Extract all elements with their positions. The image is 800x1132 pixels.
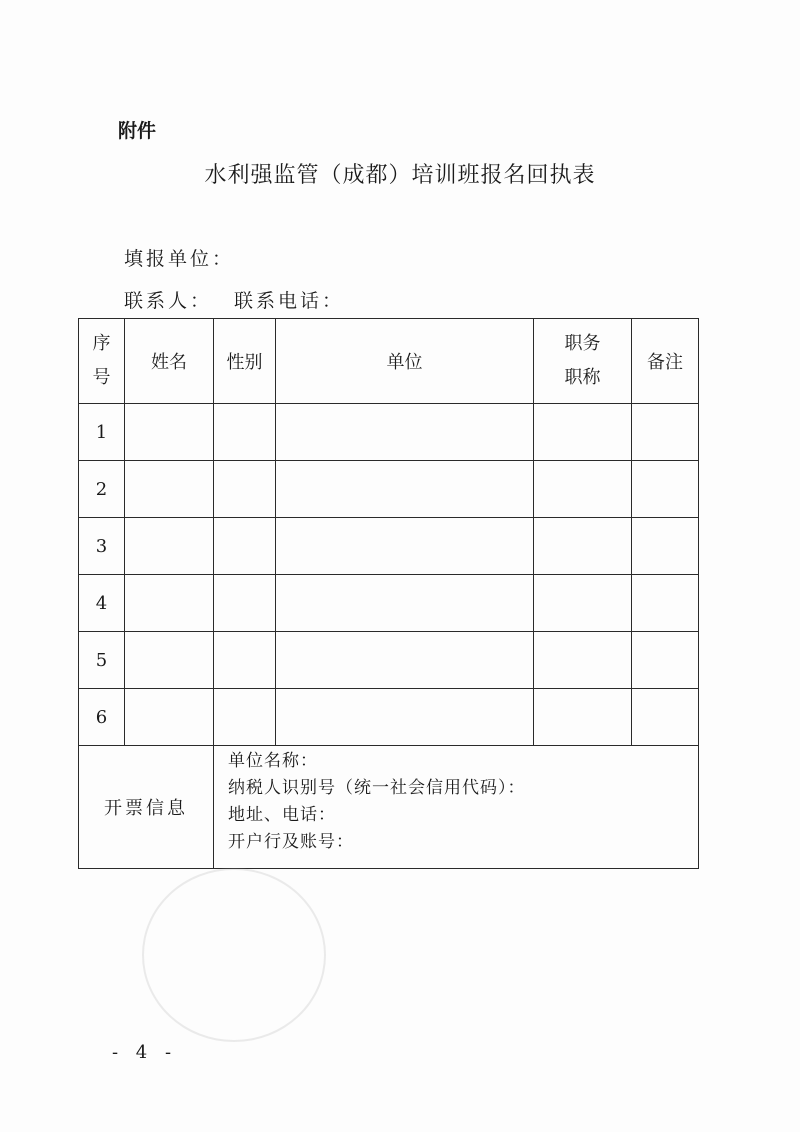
unit-cell[interactable] [276, 575, 534, 632]
table-row [79, 689, 699, 746]
remarks-cell[interactable] [632, 632, 699, 689]
gender-cell[interactable] [214, 404, 276, 461]
remarks-cell[interactable] [632, 518, 699, 575]
gender-cell[interactable] [214, 632, 276, 689]
invoice-fields[interactable] [214, 746, 699, 869]
name-cell[interactable] [125, 518, 214, 575]
table-row [79, 404, 699, 461]
remarks-cell[interactable] [632, 689, 699, 746]
row-number: 6 [79, 689, 125, 746]
row-number: 3 [79, 518, 125, 575]
fill-unit-label: 填报单位： [124, 248, 235, 270]
position-cell[interactable] [534, 632, 632, 689]
name-cell[interactable] [125, 632, 214, 689]
name-cell[interactable] [125, 461, 214, 518]
name-cell[interactable] [125, 575, 214, 632]
table-row [79, 632, 699, 689]
name-cell[interactable] [125, 404, 214, 461]
attachment-label: 附件 [118, 120, 157, 142]
remarks-cell[interactable] [632, 404, 699, 461]
contact-phone-label: 联系电话： [234, 290, 345, 312]
page-title: 水利强监管（成都）培训班报名回执表 [204, 163, 596, 188]
row-number: 4 [79, 575, 125, 632]
table-row [79, 575, 699, 632]
invoice-tax-id-label: 纳税人识别号（统一社会信用代码）： [228, 778, 526, 798]
header-seq: 序 号 [79, 319, 125, 404]
header-name: 姓名 [125, 319, 214, 404]
position-cell[interactable] [534, 689, 632, 746]
invoice-row [79, 746, 699, 869]
invoice-label: 开票信息 [79, 746, 214, 869]
name-cell[interactable] [125, 689, 214, 746]
unit-cell[interactable] [276, 689, 534, 746]
invoice-bank-account-label: 开户行及账号： [228, 832, 354, 852]
position-cell[interactable] [534, 461, 632, 518]
unit-cell[interactable] [276, 632, 534, 689]
header-gender: 性别 [214, 319, 276, 404]
row-number: 1 [79, 404, 125, 461]
gender-cell[interactable] [214, 575, 276, 632]
remarks-cell[interactable] [632, 575, 699, 632]
position-cell[interactable] [534, 575, 632, 632]
page-number: - 4 - [112, 1042, 178, 1063]
row-number: 5 [79, 632, 125, 689]
gender-cell[interactable] [214, 461, 276, 518]
contact-line [124, 286, 344, 313]
invoice-address-phone-label: 地址、电话： [228, 805, 336, 825]
unit-cell[interactable] [276, 518, 534, 575]
unit-cell[interactable] [276, 461, 534, 518]
header-position: 职务 职称 [534, 319, 632, 404]
gender-cell[interactable] [214, 518, 276, 575]
unit-cell[interactable] [276, 404, 534, 461]
registration-table [78, 318, 699, 869]
position-cell[interactable] [534, 518, 632, 575]
row-number: 2 [79, 461, 125, 518]
gender-cell[interactable] [214, 689, 276, 746]
table-header-row [79, 319, 699, 404]
faded-stamp-icon [142, 868, 326, 1042]
table-row [79, 461, 699, 518]
invoice-unit-name-label: 单位名称： [228, 751, 318, 771]
remarks-cell[interactable] [632, 461, 699, 518]
position-cell[interactable] [534, 404, 632, 461]
header-unit: 单位 [276, 319, 534, 404]
header-remarks: 备注 [632, 319, 699, 404]
table-row [79, 518, 699, 575]
contact-person-label: 联系人： [124, 290, 213, 312]
